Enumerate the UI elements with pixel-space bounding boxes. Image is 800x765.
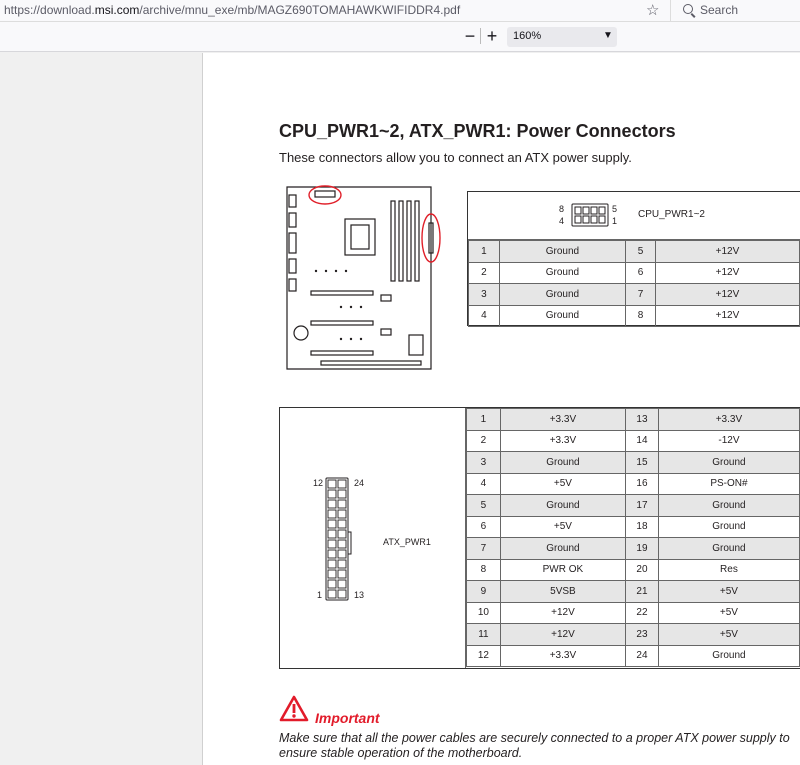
signal-name-cell: Ground (499, 305, 625, 327)
connector-pin (338, 530, 346, 538)
atx-pwr-diagram-cell (280, 408, 466, 668)
signal-name-cell: +12V (655, 241, 799, 263)
signal-name-cell: +3.3V (500, 430, 625, 452)
signal-name-cell: Ground (658, 538, 799, 560)
connector-pin (328, 590, 336, 598)
signal-name-cell: +3.3V (500, 409, 625, 431)
signal-name-cell: Ground (658, 495, 799, 517)
signal-name-cell: Ground (658, 516, 799, 538)
signal-name-cell: Ground (500, 495, 625, 517)
pin-number-cell: 7 (626, 284, 656, 306)
search-icon (683, 4, 693, 14)
url-text[interactable]: https://download.msi.com/archive/mnu_exe/mb/MAGZ690TOMAHAWKWIFIDDR4.pdf (4, 3, 461, 17)
search-box[interactable] (678, 0, 800, 22)
connector-pin (328, 490, 336, 498)
signal-name-cell: Ground (658, 645, 799, 667)
signal-name-cell: +12V (655, 262, 799, 284)
page-title: CPU_PWR1~2, ATX_PWR1: Power Connectors (279, 121, 676, 141)
signal-name-cell: Ground (500, 452, 625, 474)
signal-name-cell: -12V (658, 430, 799, 452)
pin-label-13: 13 (354, 590, 365, 600)
pin-number-cell: 15 (626, 452, 659, 474)
connector-pin (338, 520, 346, 528)
pin-number-cell: 9 (467, 581, 501, 603)
atx-pin-row (467, 559, 800, 581)
pin-number-cell: 4 (469, 305, 500, 327)
pin-number-cell: 17 (626, 495, 659, 517)
cpu-pin-row (469, 284, 800, 306)
pin-number-cell: 19 (626, 538, 659, 560)
cpu-pin-row (469, 241, 800, 263)
pin-number-cell: 12 (467, 645, 501, 667)
toolbar-divider (670, 0, 671, 22)
pin-number-cell: 5 (626, 241, 656, 263)
signal-name-cell: Ground (499, 241, 625, 263)
zoom-divider (480, 28, 481, 44)
atx-pwr-table (279, 407, 800, 669)
pin-number-cell: 24 (626, 645, 659, 667)
pin-number-cell: 2 (469, 262, 500, 284)
atx-pin-row (467, 452, 800, 474)
zoom-value: 160% (513, 30, 542, 42)
connector-pin (338, 560, 346, 568)
pdf-viewer[interactable] (0, 53, 800, 765)
atx-24pin-connector-diagram (312, 476, 452, 604)
signal-name-cell: Res (658, 559, 799, 581)
connector-pin (328, 520, 336, 528)
pin-number-cell: 10 (467, 602, 501, 624)
motherboard-diagram (281, 183, 441, 378)
pin-number-cell: 18 (626, 516, 659, 538)
signal-name-cell: PS-ON# (658, 473, 799, 495)
pin-number-cell: 2 (467, 430, 501, 452)
pin-number-cell: 1 (469, 241, 500, 263)
pin-number-cell: 21 (626, 581, 659, 603)
signal-name-cell: +3.3V (500, 645, 625, 667)
pin-label-4: 4 (559, 216, 565, 226)
atx-connector-name: ATX_PWR1 (383, 537, 431, 547)
pin-number-cell: 7 (467, 538, 501, 560)
pin-number-cell: 13 (626, 409, 659, 431)
connector-pin (338, 580, 346, 588)
browser-url-bar (0, 0, 800, 22)
cpu-pwr-header (468, 192, 800, 240)
pdf-page (202, 53, 800, 765)
signal-name-cell: +12V (500, 602, 625, 624)
page-subtitle: These connectors allow you to connect an ATX power supply. (279, 150, 632, 165)
atx-pin-row (467, 430, 800, 452)
pin-number-cell: 5 (467, 495, 501, 517)
connector-pin (338, 540, 346, 548)
signal-name-cell: +5V (500, 473, 625, 495)
connector-pin (338, 480, 346, 488)
atx-pin-row (467, 645, 800, 667)
atx-pin-row (467, 624, 800, 646)
connector-pin (328, 560, 336, 568)
pin-number-cell: 4 (467, 473, 501, 495)
search-placeholder: Search (700, 3, 739, 17)
cpu-connector-name: CPU_PWR1~2 (638, 209, 705, 220)
connector-pin (328, 570, 336, 578)
pin-number-cell: 16 (626, 473, 659, 495)
zoom-out-button[interactable]: − (464, 26, 476, 46)
atx-pin-row (467, 495, 800, 517)
connector-pin (328, 580, 336, 588)
pin-number-cell: 3 (469, 284, 500, 306)
signal-name-cell: +12V (655, 284, 799, 306)
pin-label-24: 24 (354, 478, 365, 488)
signal-name-cell: +5V (658, 581, 799, 603)
pin-number-cell: 22 (626, 602, 659, 624)
signal-name-cell: +12V (500, 624, 625, 646)
pin-number-cell: 20 (626, 559, 659, 581)
signal-name-cell: PWR OK (500, 559, 625, 581)
connector-pin (328, 480, 336, 488)
atx-pin-row (467, 581, 800, 603)
pin-number-cell: 8 (626, 305, 656, 327)
signal-name-cell: +5V (658, 624, 799, 646)
signal-name-cell: Ground (499, 284, 625, 306)
atx-pin-row (467, 409, 800, 431)
connector-pin (338, 510, 346, 518)
signal-name-cell: Ground (658, 452, 799, 474)
connector-pin (338, 590, 346, 598)
connector-pin (328, 500, 336, 508)
pin-number-cell: 6 (626, 262, 656, 284)
atx-pin-row (467, 473, 800, 495)
connector-pin (328, 530, 336, 538)
pin-number-cell: 8 (467, 559, 501, 581)
pin-label-1: 1 (612, 216, 618, 226)
important-title: Important (315, 710, 380, 726)
atx-pin-row (467, 602, 800, 624)
cpu-8pin-connector-diagram (556, 202, 628, 232)
connector-pin (338, 490, 346, 498)
warning-icon (279, 695, 309, 723)
pin-label-8: 8 (559, 204, 565, 214)
atx-pin-row (467, 516, 800, 538)
signal-name-cell: +5V (500, 516, 625, 538)
signal-name-cell: +5V (658, 602, 799, 624)
connector-pin (338, 500, 346, 508)
pin-number-cell: 1 (467, 409, 501, 431)
bookmark-star-icon[interactable]: ☆ (646, 2, 660, 19)
signal-name-cell: Ground (499, 262, 625, 284)
pin-label-5: 5 (612, 204, 618, 214)
pdf-toolbar (0, 22, 800, 52)
pin-label-12: 12 (313, 478, 324, 488)
atx-pinout-table (466, 408, 800, 667)
signal-name-cell: Ground (500, 538, 625, 560)
cpu-pin-row (469, 262, 800, 284)
pin-number-cell: 14 (626, 430, 659, 452)
chevron-down-icon: ▼ (603, 30, 613, 41)
zoom-select[interactable] (507, 27, 617, 47)
pin-label-1: 1 (317, 590, 323, 600)
connector-pin (338, 550, 346, 558)
connector-pin (338, 570, 346, 578)
connector-pin (328, 510, 336, 518)
signal-name-cell: 5VSB (500, 581, 625, 603)
cpu-pwr-table (467, 191, 800, 326)
atx-pin-row (467, 538, 800, 560)
connector-pin (328, 540, 336, 548)
signal-name-cell: +12V (655, 305, 799, 327)
pin-number-cell: 3 (467, 452, 501, 474)
zoom-in-button[interactable]: + (486, 26, 498, 46)
connector-pin (328, 550, 336, 558)
important-text: Make sure that all the power cables are securely connected to a proper ATX power supply to ensure stable operation of the motherboard. (279, 731, 790, 760)
signal-name-cell: +3.3V (658, 409, 799, 431)
cpu-pin-row (469, 305, 800, 327)
pin-number-cell: 11 (467, 624, 501, 646)
pin-number-cell: 23 (626, 624, 659, 646)
cpu-pinout-table (468, 240, 800, 327)
pin-number-cell: 6 (467, 516, 501, 538)
